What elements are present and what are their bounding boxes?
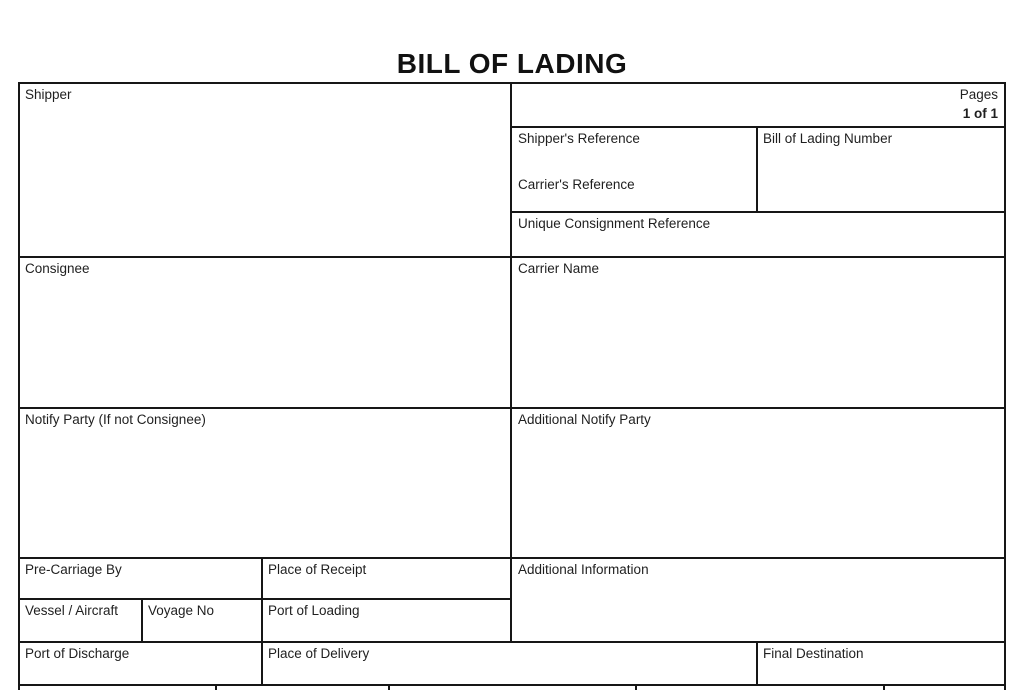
grid-line-partial-row-tick-4 xyxy=(883,684,885,690)
final-destination-field[interactable] xyxy=(758,643,1004,684)
carriers-reference-label: Carrier's Reference xyxy=(518,177,635,192)
additional-information-label: Additional Information xyxy=(518,562,649,577)
grid-line-partial-row-tick-3 xyxy=(635,684,637,690)
place-of-receipt-field[interactable] xyxy=(263,559,510,598)
additional-information-field[interactable] xyxy=(513,559,1004,641)
grid-line-right-border xyxy=(1004,82,1006,690)
form-title: BILL OF LADING xyxy=(396,48,628,79)
bill-of-lading-number-field[interactable] xyxy=(758,128,1004,211)
references-field[interactable] xyxy=(513,128,756,211)
port-of-discharge-field[interactable] xyxy=(20,643,261,684)
carrier-name-label: Carrier Name xyxy=(518,261,600,276)
additional-notify-party-field[interactable] xyxy=(513,409,1004,557)
unique-consignment-reference-label: Unique Consignment Reference xyxy=(518,216,711,231)
grid-line-discharge-bottom xyxy=(18,684,1006,686)
additional-notify-party-label: Additional Notify Party xyxy=(518,412,651,427)
place-of-receipt-label: Place of Receipt xyxy=(268,562,367,577)
place-of-delivery-label: Place of Delivery xyxy=(268,646,370,661)
notify-party-label: Notify Party (If not Consignee) xyxy=(25,412,206,427)
port-of-loading-field[interactable] xyxy=(263,600,510,641)
vessel-aircraft-label: Vessel / Aircraft xyxy=(25,603,119,618)
grid-line-partial-row-tick-2 xyxy=(388,684,390,690)
vessel-aircraft-field[interactable] xyxy=(20,600,141,641)
final-destination-label: Final Destination xyxy=(763,646,864,661)
notify-party-field[interactable] xyxy=(20,409,510,557)
voyage-no-label: Voyage No xyxy=(148,603,215,618)
port-of-loading-label: Port of Loading xyxy=(268,603,360,618)
pages-value: 1 of 1 xyxy=(962,106,998,121)
grid-line-partial-row-tick-1 xyxy=(215,684,217,690)
grid-line-center-divider xyxy=(510,82,512,643)
shipper-label: Shipper xyxy=(25,87,72,102)
shippers-reference-label: Shipper's Reference xyxy=(518,131,640,146)
unique-consignment-reference-field[interactable] xyxy=(513,213,1004,256)
pages-cell xyxy=(513,84,1004,126)
voyage-no-field[interactable] xyxy=(143,600,261,641)
pages-label: Pages xyxy=(959,87,998,102)
pre-carriage-by-label: Pre-Carriage By xyxy=(25,562,122,577)
bill-of-lading-number-label: Bill of Lading Number xyxy=(763,131,893,146)
port-of-discharge-label: Port of Discharge xyxy=(25,646,130,661)
consignee-field[interactable] xyxy=(20,258,510,407)
pre-carriage-by-field[interactable] xyxy=(20,559,261,598)
shipper-field[interactable] xyxy=(20,84,510,256)
carrier-name-field[interactable] xyxy=(513,258,1004,407)
place-of-delivery-field[interactable] xyxy=(263,643,756,684)
consignee-label: Consignee xyxy=(25,261,90,276)
